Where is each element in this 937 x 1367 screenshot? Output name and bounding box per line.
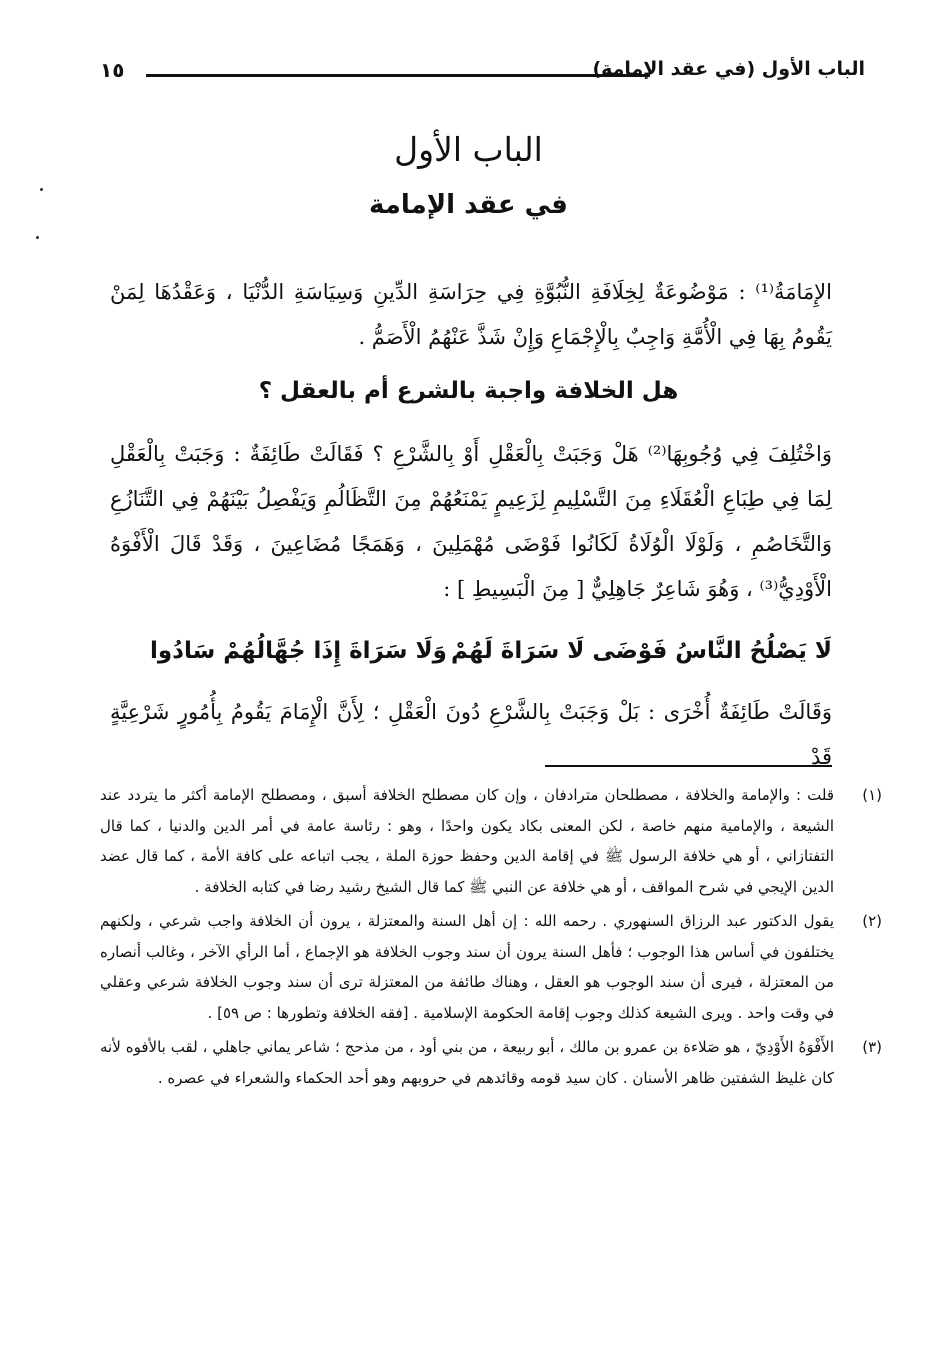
- scan-speck: [40, 188, 43, 191]
- scan-speck: [36, 236, 39, 239]
- footnote-number: (٢): [862, 912, 882, 930]
- footnote-text: الأَفْوَهُ الأَوْدِيّ ، هو صَلاءة بن عمرو بن مالك ، أبو ربيعة ، من بني أود ، من مذحج ؛ شاعر يماني جاهلي ، لقب بالأفوه لأنه كان غليظ الشفتين ظاهر الأسنان . كان سيد قومه وقائدهم في حروبهم وهو أحد الحكماء والشعراء في عصره .: [100, 1038, 834, 1087]
- footnotes: [100, 780, 882, 1097]
- footnote-3: [100, 1032, 882, 1093]
- verse-first-hemistich: لَا يَصْلُحُ النَّاسُ فَوْضَى لَا سَرَاةَ لَهُمْ: [450, 638, 832, 664]
- verse-second-hemistich: وَلَا سَرَاةَ إِذَا جُهَّالُهُمْ سَادُوا: [150, 638, 447, 664]
- footnote-number: (٣): [862, 1038, 882, 1056]
- footnote-separator: [545, 765, 832, 767]
- chapter-subtitle: في عقد الإمامة: [369, 190, 568, 220]
- footnote-2: [100, 906, 882, 1028]
- chapter-title: الباب الأول: [394, 130, 543, 169]
- footnote-text: قلت : والإمامة والخلافة ، مصطلحان مترادفان ، وإن كان مصطلح الخلافة أسبق ، ومصطلح الإمامة أكثر ما يتردد عند الشيعة ، والإمامية منهم خاصة ، لكن المعنى بكاد يكون واحدًا ، وهو : رئاسة عامة في أمر الدين والدنيا ، كما قال التفتازاني ، أو هي خلافة الرسول ﷺ في إقامة الدين وحفظ حوزة الملة ، يجب اتباعه على كافة الأمة ، كما قال عضد الدين الإيجي في شرح المواقف ، أو هي خلافة عن النبي ﷺ كما قال الشيخ رشيد رضا في كتابه الخلافة .: [100, 786, 834, 896]
- section-heading: هل الخلافة واجبة بالشرع أم بالعقل ؟: [258, 378, 679, 404]
- footnote-text: يقول الدكتور عبد الرزاق السنهوري . رحمه الله : إن أهل السنة والمعتزلة ، يرون أن الخلافة واجب شرعي ، ولكنهم يختلفون في أساس هذا الوجوب ؛ فأهل السنة يرون أن سند وجوب الخلافة هو الإجماع ، أما الرأي الآخر ، وغالب أنصاره من المعتزلة ، فيرى أن سند الوجوب هو العقل ، وهناك طائفة من المعتزلة ترى أن سند وجوب الخلافة شرعي وعقلي في وقت واحد . ويرى الشيعة كذلك وجوب إقامة الحكومة الإسلامية . [فقه الخلافة وتطورها : ص ٥٩] .: [100, 912, 834, 1022]
- running-title: الباب الأول (في عقد الإمامة): [592, 58, 865, 80]
- poetry-verse: [150, 638, 832, 678]
- paragraph-imamah-definition: الإِمَامَةُ⁽¹⁾ : مَوْضُوعَةٌ لِخِلَافَةِ النُّبُوَّةِ فِي حِرَاسَةِ الدِّينِ وَسِيَاسَةِ الدُّنْيَا ، وَعَقْدُهَا لِمَنْ يَقُومُ بِهَا فِي الْأُمَّةِ وَاجِبٌ بِالْإِجْمَاعِ وَإِنْ شَذَّ عَنْهُمُ الْأَصَمُّ .: [110, 280, 832, 349]
- paragraph-shar-view: وَقَالَتْ طَائِفَةٌ أُخْرَى : بَلْ وَجَبَتْ بِالشَّرْعِ دُونَ الْعَقْلِ ؛ لِأَنَّ الْإِمَامَ يَقُومُ بِأُمُورٍ شَرْعِيَّةٍ قَدْ: [110, 700, 832, 769]
- footnote-number: (١): [862, 786, 882, 804]
- footnote-1: [100, 780, 882, 902]
- header-rule: [146, 74, 650, 77]
- page-number: ١٥: [100, 58, 125, 82]
- paragraph-disagreement: وَاخْتُلِفَ فِي وُجُوبِهَا⁽²⁾ هَلْ وَجَبَتْ بِالْعَقْلِ أَوْ بِالشَّرْعِ ؟ فَقَالَتْ طَائِفَةٌ : وَجَبَتْ بِالْعَقْلِ لِمَا فِي طِبَاعِ الْعُقَلَاءِ مِنَ التَّسْلِيمِ لِزَعِيمٍ يَمْنَعُهُمْ مِنَ التَّظَالُمِ وَيَفْصِلُ بَيْنَهُمْ فِي التَّنَازُعِ وَالتَّخَاصُمِ ، وَلَوْلَا الْوُلَاةُ لَكَانُوا فَوْضَى مُهْمَلِينَ ، وَهَمَجًا مُضَاعِينَ ، وَقَدْ قَالَ الْأَفْوَهُ الْأَوْدِيُّ⁽³⁾ ، وَهُوَ شَاعِرٌ جَاهِلِيٌّ [ مِنَ الْبَسِيطِ ] :: [110, 442, 832, 601]
- running-header: [100, 58, 865, 92]
